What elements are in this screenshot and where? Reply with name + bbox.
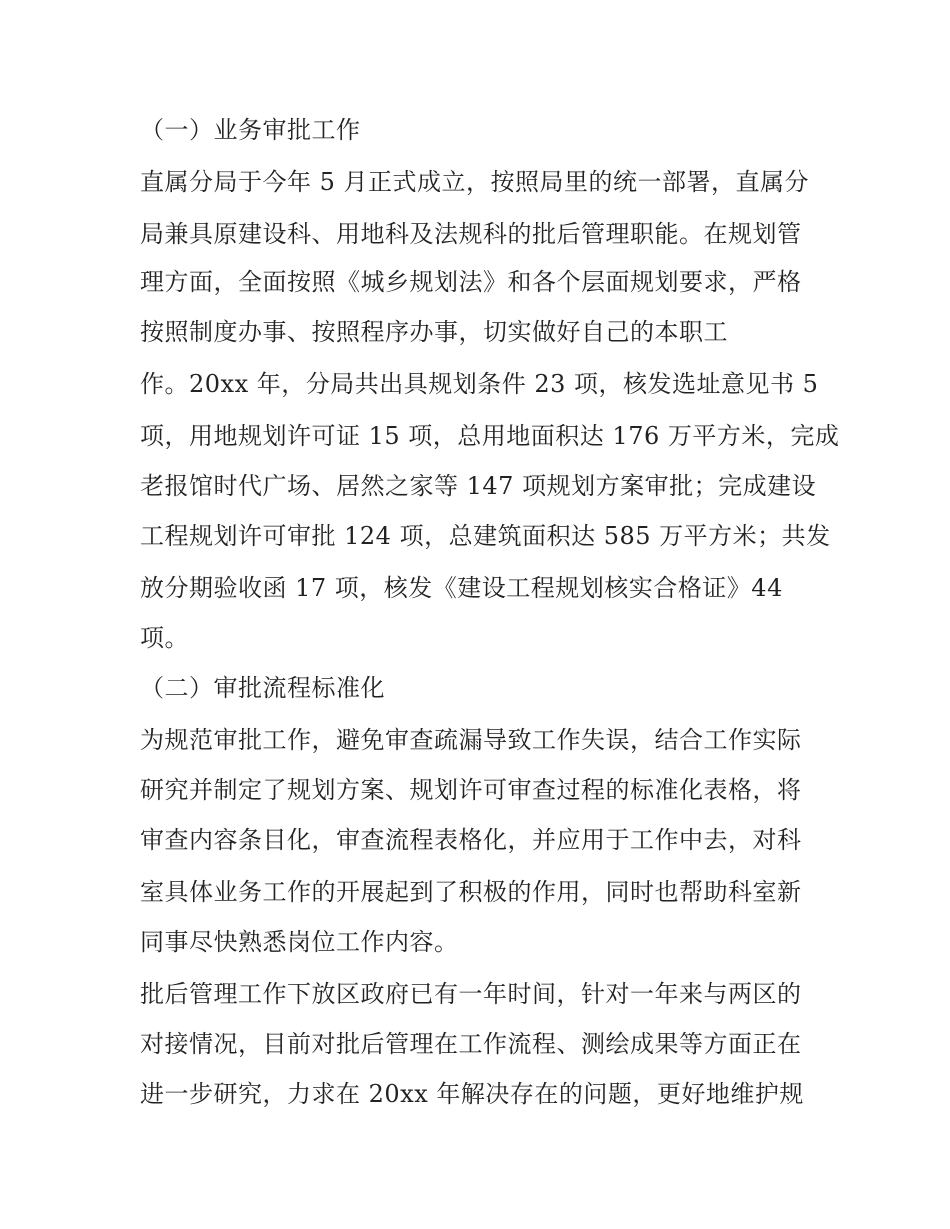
paragraph-line: 审查内容条目化，审查流程表格化，并应用于工作中去，对科	[140, 826, 802, 854]
section-heading-1: （一）业务审批工作	[140, 116, 361, 144]
paragraph-line: 放分期验收函 17 项，核发《建设工程规划核实合格证》44	[140, 574, 783, 602]
paragraph-line: 对接情况，目前对批后管理在工作流程、测绘成果等方面正在	[140, 1030, 802, 1058]
paragraph-line: 项，用地规划许可证 15 项，总用地面积达 176 万平方米，完成	[140, 422, 840, 450]
paragraph-line: 工程规划许可审批 124 项，总建筑面积达 585 万平方米；共发	[140, 522, 831, 550]
paragraph-line: 局兼具原建设科、用地科及法规科的批后管理职能。在规划管	[140, 220, 802, 248]
paragraph-line: 按照制度办事、按照程序办事，切实做好自己的本职工	[140, 318, 728, 346]
paragraph-line: 理方面，全面按照《城乡规划法》和各个层面规划要求，严格	[140, 268, 802, 296]
paragraph-line: 进一步研究，力求在 20xx 年解决存在的问题，更好地维护规	[140, 1080, 804, 1108]
paragraph-line: 批后管理工作下放区政府已有一年时间，针对一年来与两区的	[140, 980, 802, 1008]
paragraph-line: 同事尽快熟悉岗位工作内容。	[140, 928, 459, 956]
paragraph-line: 室具体业务工作的开展起到了积极的作用，同时也帮助科室新	[140, 878, 802, 906]
paragraph-line: 项。	[140, 624, 189, 652]
paragraph-line: 为规范审批工作，避免审查疏漏导致工作失误，结合工作实际	[140, 726, 802, 754]
section-heading-2: （二）审批流程标准化	[140, 674, 385, 702]
paragraph-line: 直属分局于今年 5 月正式成立，按照局里的统一部署，直属分	[140, 168, 810, 196]
paragraph-line: 研究并制定了规划方案、规划许可审查过程的标准化表格，将	[140, 776, 802, 804]
paragraph-line: 老报馆时代广场、居然之家等 147 项规划方案审批；完成建设	[140, 472, 817, 500]
paragraph-line: 作。20xx 年，分局共出具规划条件 23 项，核发选址意见书 5	[140, 370, 819, 398]
